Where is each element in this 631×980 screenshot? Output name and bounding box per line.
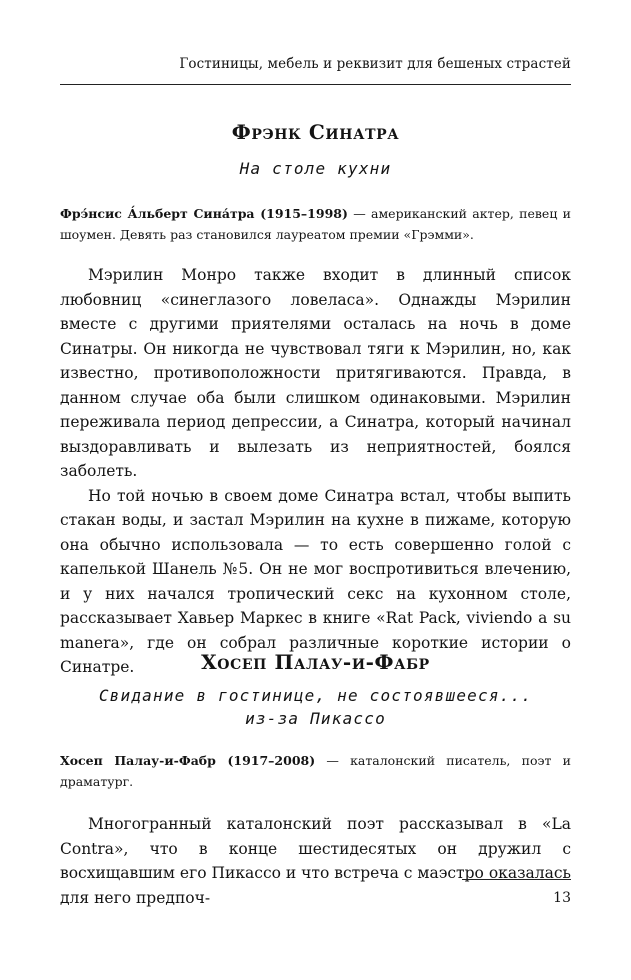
bio-sinatra [60, 203, 571, 245]
paragraph: Но той ночью в своем доме Синатра встал, чтобы выпить стакан воды, и застал Мэрилин на кухне в пижаме, которую она обычно использовала — то есть совершенно голой с капелькой Шанель №5. Он не мог воспротивиться влечению, и у них начался тропический секс на кухонном столе, рассказывает Хавьер Маркес в книге «Rat Pack, viviendo a su manera», где он собрал различные короткие истории о Синатре. [60, 486, 571, 676]
header-rule [60, 84, 571, 85]
body-text-sinatra [60, 263, 571, 680]
section-subtitle-sinatra: На столе кухни [239, 159, 392, 178]
section-title-sinatra: Фрэнк Синатра [231, 120, 400, 144]
bio-text-palau: — каталонский писатель, поэт и драматург. [60, 753, 571, 789]
footer-rule [462, 879, 571, 880]
page-number: 13 [553, 890, 571, 906]
running-head: Гостиницы, мебель и реквизит для бешеных страстей [179, 56, 571, 72]
bio-palau [60, 750, 571, 792]
bio-name-palau: Хосеп Палау-и-Фабр (1917–2008) [60, 753, 316, 768]
bio-name-sinatra: Фрэ́нсис А́льберт Сина́тра (1915–1998) [60, 206, 348, 221]
section-title-palau: Хосеп Палау-и-Фабр [201, 650, 430, 674]
section-subtitle-palau [60, 684, 571, 730]
subtitle-line: Свидание в гостинице, не состоявшееся... [98, 686, 533, 705]
subtitle-line: из-за Пикассо [245, 709, 386, 728]
bio-text-sinatra: — американский актер, певец и шоумен. Девять раз становился лауреатом премии «Грэмми». [60, 206, 572, 242]
body-text-palau [60, 812, 571, 910]
paragraph: Многогранный каталонский поэт рассказывал в «La Contra», что в конце шестидесятых он дружил с восхищавшим его Пикассо и что встреча с маэстро оказалась для него предпоч- [60, 815, 571, 907]
paragraph: Мэрилин Монро также входит в длинный список любовниц «синеглазого ловеласа». Однажды Мэрилин вместе с другими приятелями осталась на ночь в доме Синатры. Он никогда не чувствовал тяги к Мэрилин, но, как известно, противоположности притягиваются. Правда, в данном случае оба были слишком одинаковыми. Мэрилин переживала период депрессии, а Синатра, который начинал выздоравливать и вылезать из неприятностей, боялся заболеть. [60, 266, 571, 480]
